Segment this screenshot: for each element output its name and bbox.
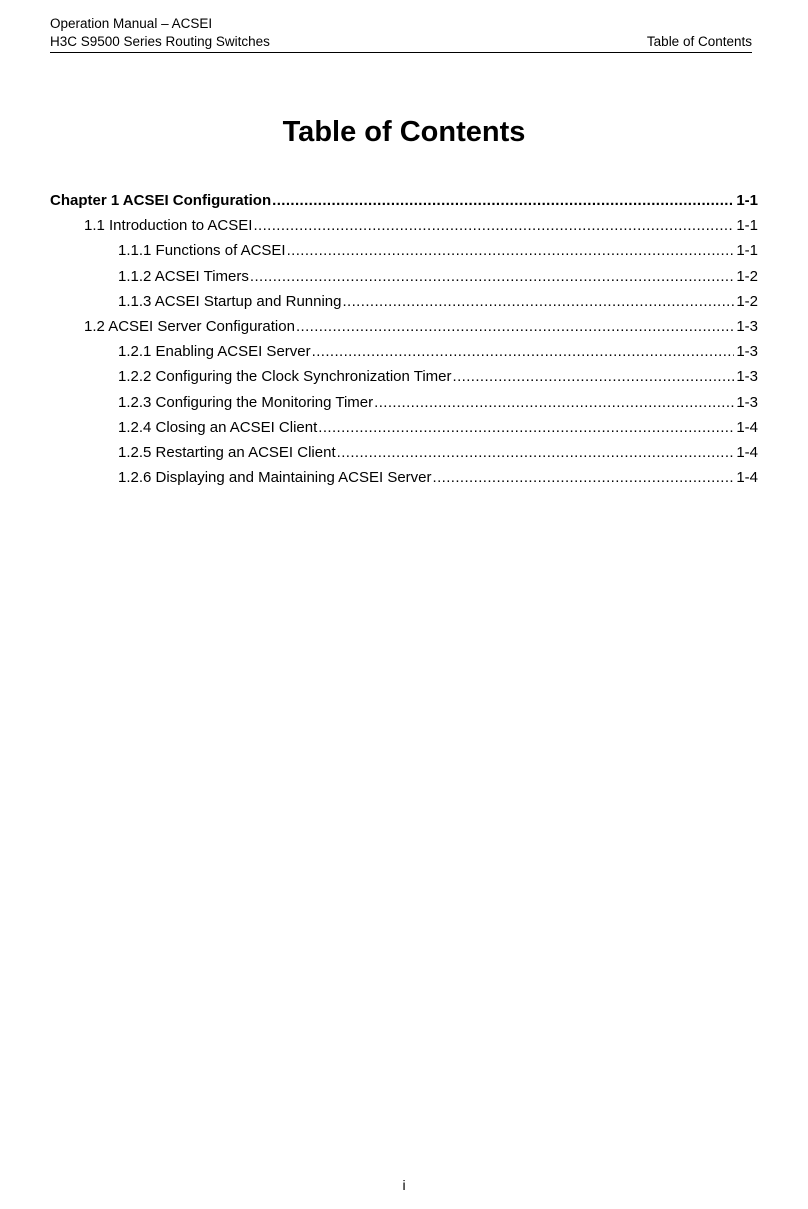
toc-entry-page: 1-1 (736, 217, 758, 235)
dot-leader (433, 465, 735, 490)
toc-entry-chapter-1[interactable] (50, 188, 758, 213)
toc-entry-1-2-4[interactable] (50, 415, 758, 440)
product-name: H3C S9500 Series Routing Switches (50, 34, 270, 49)
table-of-contents (50, 188, 758, 490)
toc-entry-page: 1-2 (736, 267, 758, 285)
dot-leader (342, 289, 734, 314)
section-name: Table of Contents (646, 34, 752, 49)
dot-leader (272, 188, 734, 213)
toc-entry-label: 1.2.4 Closing an ACSEI Client (118, 418, 318, 436)
toc-entry-page: 1-3 (736, 368, 758, 386)
toc-entry-page: 1-3 (736, 343, 758, 361)
dot-leader (312, 339, 735, 364)
toc-entry-label: 1.2.2 Configuring the Clock Synchronization Timer (118, 368, 452, 386)
toc-entry-label: 1.2.3 Configuring the Monitoring Timer (118, 393, 374, 411)
toc-entry-page: 1-1 (736, 192, 758, 209)
manual-title: Operation Manual – ACSEI (50, 16, 213, 31)
toc-entry-1-2-5[interactable] (50, 440, 758, 465)
toc-entry-page: 1-4 (736, 469, 758, 487)
toc-entry-1-1-2[interactable] (50, 264, 758, 289)
dot-leader (250, 264, 734, 289)
toc-entry-label: 1.2 ACSEI Server Configuration (84, 317, 295, 335)
dot-leader (318, 415, 734, 440)
toc-entry-page: 1-1 (736, 242, 758, 260)
dot-leader (296, 314, 734, 339)
toc-entry-1-2-2[interactable] (50, 364, 758, 389)
toc-entry-page: 1-3 (736, 393, 758, 411)
toc-entry-page: 1-2 (736, 292, 758, 310)
toc-entry-label: 1.2.5 Restarting an ACSEI Client (118, 443, 336, 461)
toc-entry-1-2[interactable] (50, 314, 758, 339)
page-header (50, 14, 752, 53)
toc-entry-label: 1.2.6 Displaying and Maintaining ACSEI Server (118, 469, 432, 487)
toc-entry-1-1-3[interactable] (50, 289, 758, 314)
toc-entry-1-2-3[interactable] (50, 390, 758, 415)
dot-leader (287, 238, 735, 263)
toc-entry-1-2-1[interactable] (50, 339, 758, 364)
dot-leader (337, 440, 735, 465)
toc-entry-label: 1.1 Introduction to ACSEI (84, 217, 253, 235)
toc-entry-1-1-1[interactable] (50, 238, 758, 263)
toc-entry-label: 1.1.2 ACSEI Timers (118, 267, 249, 285)
page-title: Table of Contents (282, 116, 526, 148)
toc-entry-page: 1-4 (736, 418, 758, 436)
toc-entry-1-1[interactable] (50, 213, 758, 238)
toc-entry-page: 1-4 (736, 443, 758, 461)
dot-leader (253, 213, 734, 238)
toc-entry-1-2-6[interactable] (50, 465, 758, 490)
dot-leader (374, 390, 734, 415)
toc-entry-page: 1-3 (736, 317, 758, 335)
toc-entry-label: 1.2.1 Enabling ACSEI Server (118, 343, 311, 361)
page-number: i (402, 1177, 406, 1193)
dot-leader (453, 364, 735, 389)
toc-entry-label: 1.1.3 ACSEI Startup and Running (118, 292, 342, 310)
toc-entry-label: 1.1.1 Functions of ACSEI (118, 242, 286, 260)
toc-entry-label: Chapter 1 ACSEI Configuration (50, 192, 272, 209)
